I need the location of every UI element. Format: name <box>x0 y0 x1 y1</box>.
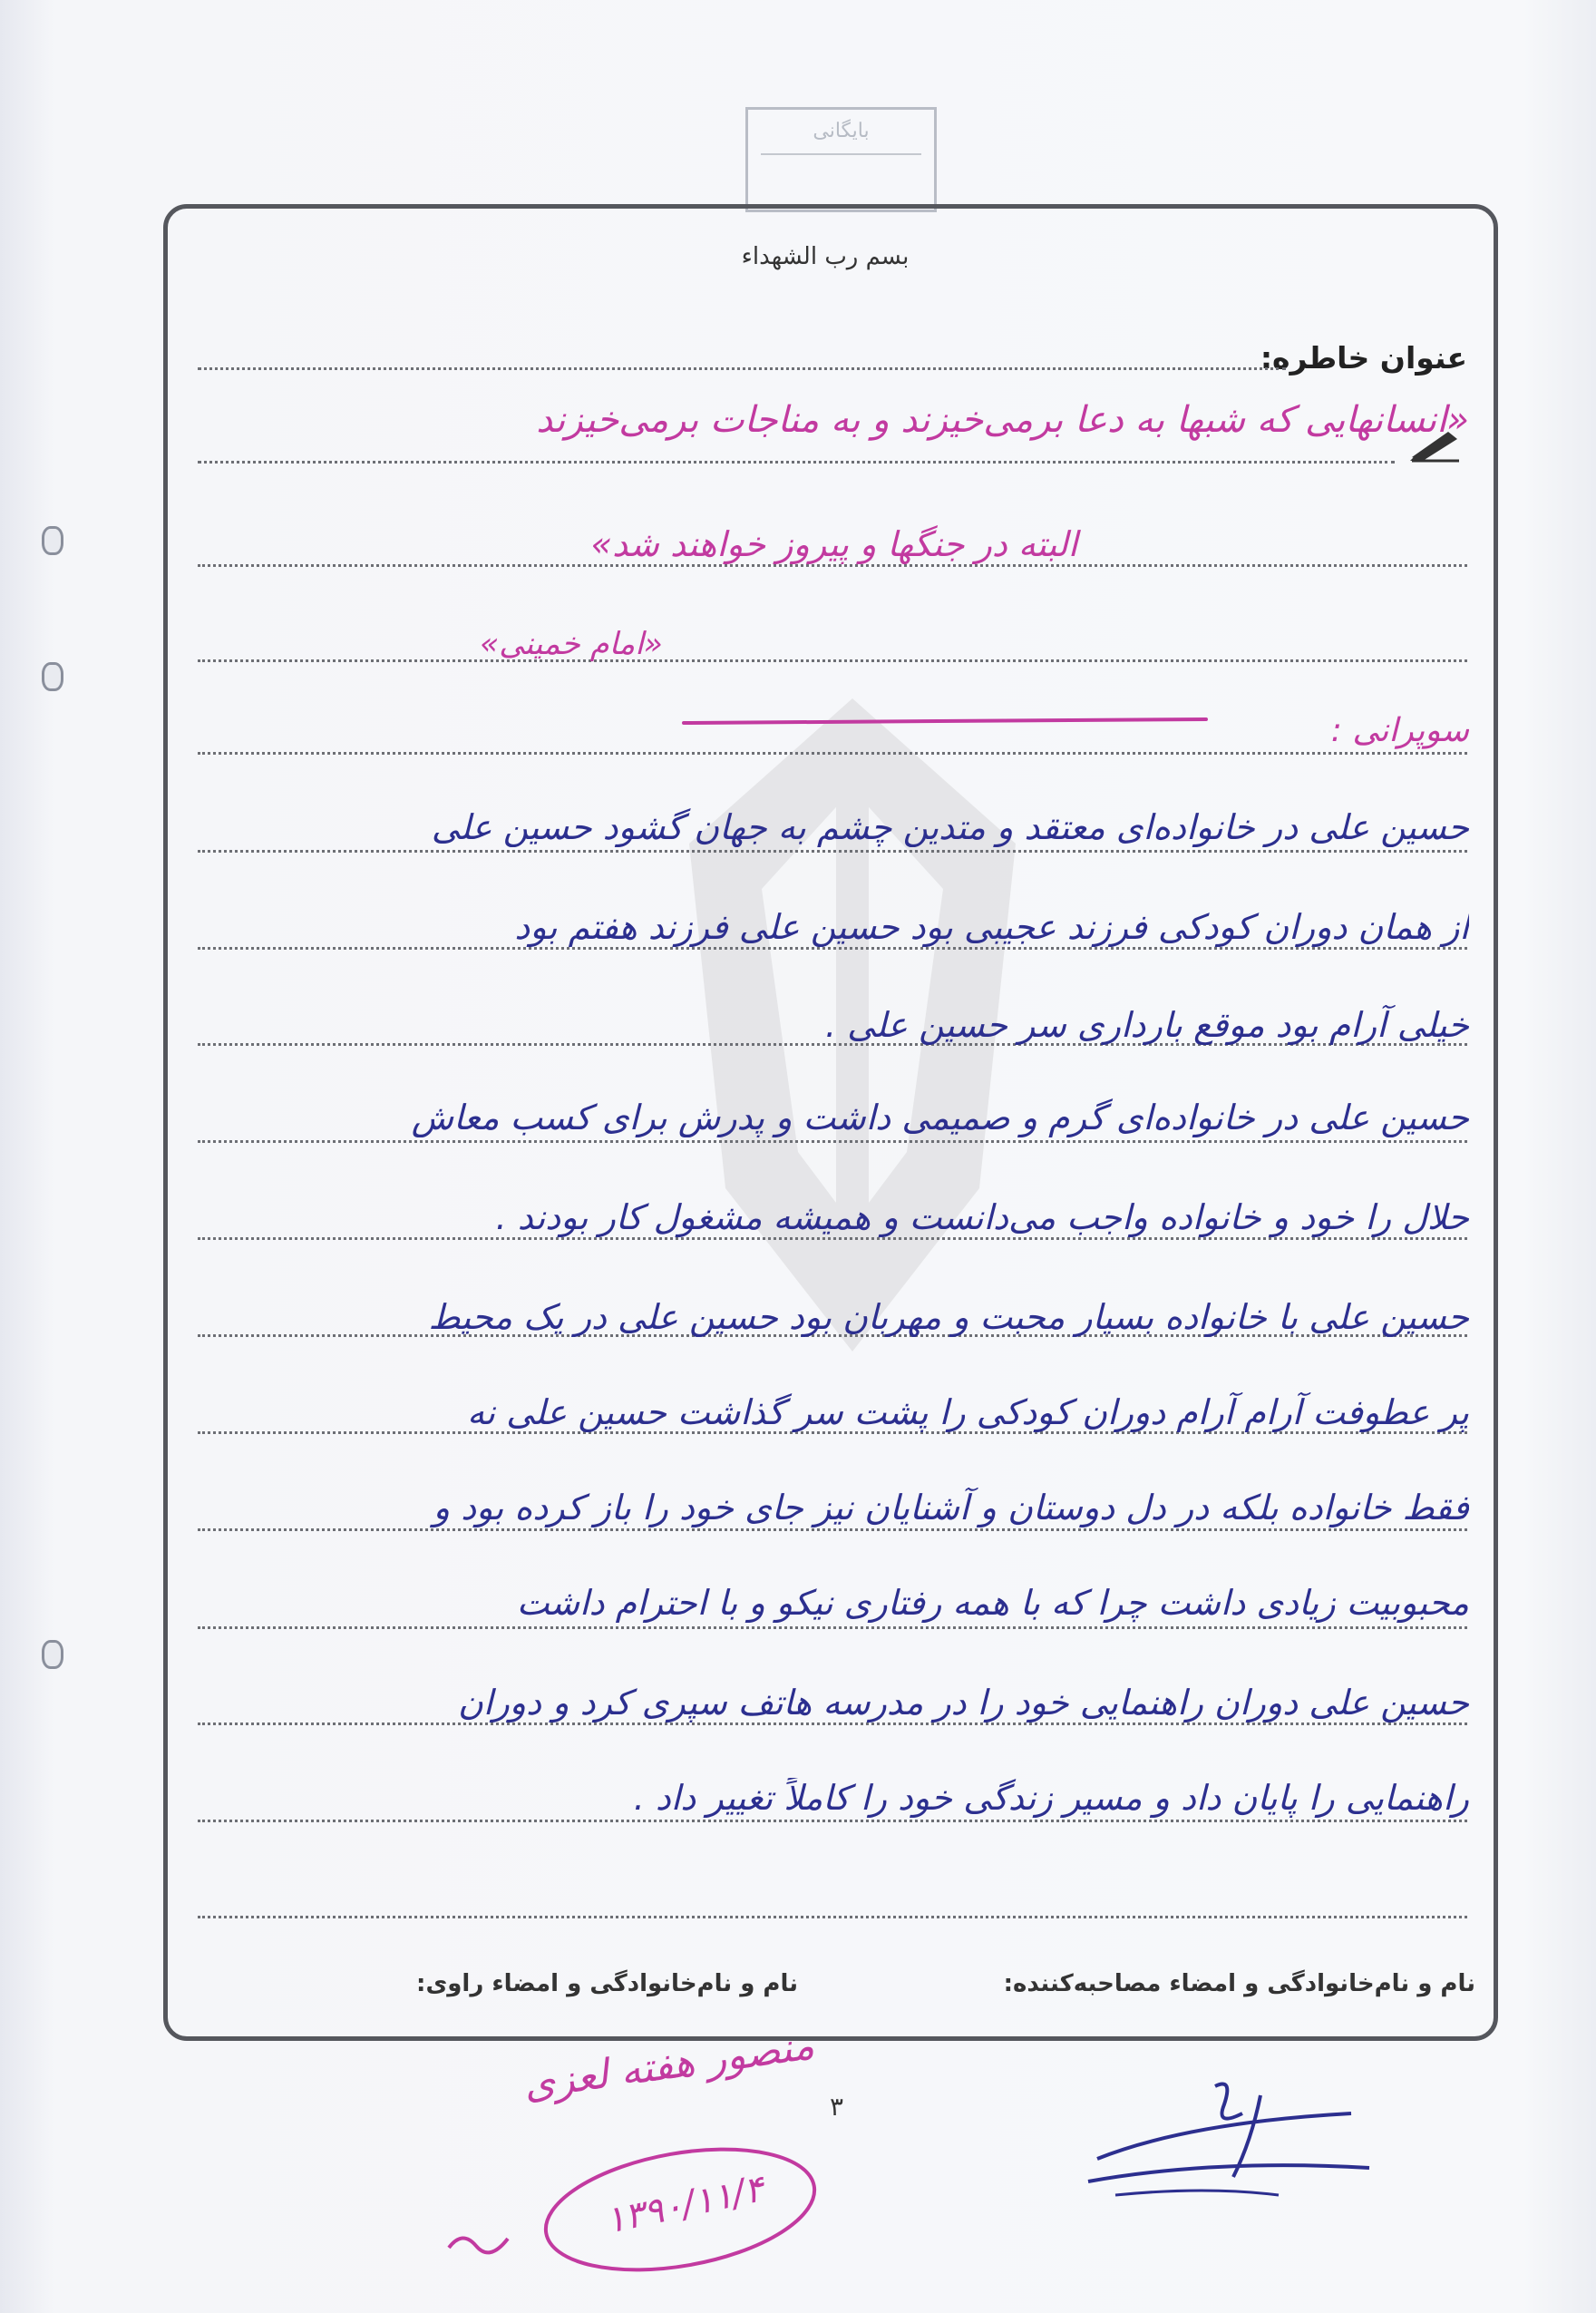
memoir-body-line: پر عطوفت آرام آرام دوران کودکی را پشت سر گذاشت حسین علی نه <box>467 1392 1469 1432</box>
writing-line <box>198 850 1467 853</box>
memoir-body-line: حسین علی در خانواده‌ای گرم و صمیمی داشت و پدرش برای کسب معاش <box>411 1098 1469 1137</box>
narrator-signature: منصور هفته لعزی <box>521 2022 817 2109</box>
binding-hole <box>42 662 63 691</box>
section-heading: سوپرانی : <box>1330 712 1469 749</box>
writing-line <box>198 1820 1467 1822</box>
narrator-signature-area <box>308 2022 889 2275</box>
writing-line <box>198 1626 1467 1629</box>
memoir-title-label: عنوان خاطره: <box>1260 340 1467 376</box>
writing-line <box>198 1528 1467 1531</box>
writing-line <box>198 461 1395 464</box>
memoir-body-line: حسین علی در خانواده‌ای معتقد و متدین چشم به جهان گشود حسین علی <box>431 807 1469 847</box>
writing-line <box>198 1140 1467 1143</box>
memoir-body-line: از همان دوران کودکی فرزند عجیبی بود حسین علی فرزند هفتم بود <box>514 907 1469 947</box>
memoir-body-line: حسین علی با خانواده بسیار محبت و مهربان بود حسین علی در یک محیط <box>428 1297 1469 1337</box>
archive-stamp-text: بایگانی <box>813 120 870 142</box>
interviewer-signature <box>1079 2059 1378 2222</box>
memoir-quote-line-2: البته در جنگها و پیروز خواهند شد» <box>590 524 1078 564</box>
memoir-body-line: راهنمایی را پایان داد و مسیر زندگی خود را کاملاً تغییر داد . <box>633 1778 1469 1818</box>
writing-line <box>198 752 1467 755</box>
narrator-signature-label: نام و نام‌خانوادگی و امضاء راوی: <box>416 1970 798 1997</box>
writing-line <box>198 659 1467 662</box>
memoir-body-line: حسین علی دوران راهنمایی خود را در مدرسه هاتف سپری کرد و دوران <box>457 1683 1469 1723</box>
writing-line <box>198 1237 1467 1240</box>
quote-source: «امام خمینی» <box>480 626 663 662</box>
memoir-body-line: محبوبیت زیادی داشت چرا که با همه رفتاری نیکو و با احترام داشت <box>516 1583 1469 1623</box>
writing-line <box>198 1916 1467 1918</box>
archive-stamp <box>745 107 937 212</box>
binding-hole <box>42 526 63 555</box>
writing-line <box>198 1723 1467 1725</box>
bismillah-heading: بسم رب الشهداء <box>741 243 910 270</box>
memoir-quote-line-1: «انسانهایی که شبها به دعا برمی‌خیزند و به مناجات برمی‌خیزند <box>536 399 1469 441</box>
memoir-body-line: فقط خانواده بلکه در دل دوستان و آشنایان نیز جای خود را باز کرده بود و <box>433 1488 1469 1527</box>
memoir-body-line: خیلی آرام بود موقع بارداری سر حسین علی . <box>824 1005 1469 1045</box>
signature-flourish <box>444 2220 517 2266</box>
memoir-body-line: حلال را خود و خانواده واجب می‌دانست و همیشه مشغول کار بودند . <box>495 1197 1469 1237</box>
interviewer-signature-label: نام و نام‌خانوادگی و امضاء مصاحبه‌کننده: <box>1003 1970 1475 1997</box>
binding-hole <box>42 1640 63 1669</box>
page-number: ۳ <box>830 2092 844 2122</box>
date-stamp: ۱۳۹۰/۱۱/۴ <box>601 2168 768 2242</box>
writing-line <box>198 564 1467 567</box>
writing-line <box>198 367 1286 370</box>
writing-line <box>198 947 1467 950</box>
